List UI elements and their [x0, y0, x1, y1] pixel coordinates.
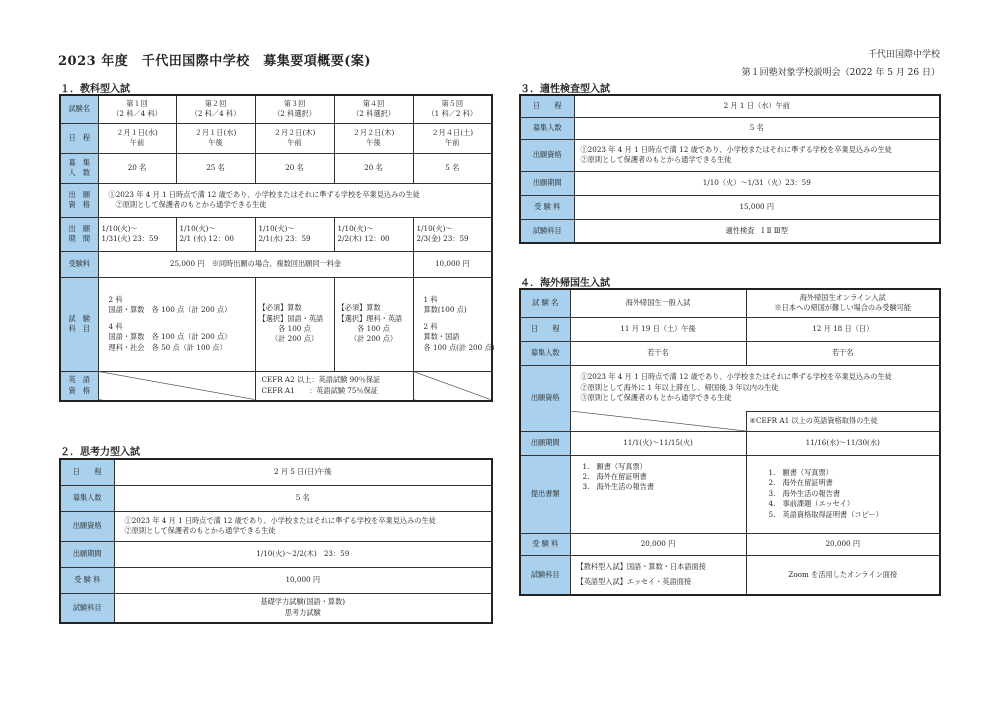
s4-subject-row	[520, 555, 940, 595]
s1-subject-r5: 1 科 算数(100 点) 2 科 算数・国語 各 100 点(計 200 点)	[413, 277, 492, 371]
s1-date-4: ２月２日(木) 午後	[334, 123, 413, 153]
s2-subject-value: 基礎学力試験(国語・算数) 思考力試験	[114, 593, 492, 623]
s1-date-5: ２月４日(土) 午前	[413, 123, 492, 153]
s3-period-row	[520, 171, 940, 195]
s3-period-label: 出願期間	[520, 171, 574, 195]
s2-fee-value: 10,000 円	[114, 567, 492, 593]
s1-qual-label: 出 願 資 格	[60, 183, 98, 217]
s1-round-5: 第５回 （1 科／2 科）	[413, 95, 492, 123]
s1-exam-label: 試験名	[60, 95, 98, 123]
s1-round-2: 第２回 （2 科／4 科）	[176, 95, 255, 123]
s4-col2-fee: 20,000 円	[746, 533, 940, 555]
s1-date-label: 日 程	[60, 123, 98, 153]
s1-date-row	[60, 123, 492, 153]
s1-qual-row	[60, 183, 492, 217]
s1-date-1: ２月１日(水) 午前	[98, 123, 176, 153]
section2-heading: ２．思考力型入試	[60, 447, 140, 458]
s1-fee-row	[60, 251, 492, 277]
s1-round-1: 第１回 （2 科／4 科）	[98, 95, 176, 123]
s3-subject-value: 適性検査 Ⅰ Ⅱ Ⅲ型	[574, 219, 940, 243]
s2-fee-row	[60, 567, 492, 593]
s1-capacity-label: 募 集 人 数	[60, 153, 98, 183]
s4-col1-period: 11/1(火)～11/15(火)	[570, 431, 746, 455]
s3-qual-label: 出願資格	[520, 139, 574, 171]
page-title: 2023 年度 千代田国際中学校 募集要項概要(案)	[58, 54, 372, 69]
s4-col1-subject: 【教科型入試】国語・算数・日本語面接 【英語型入試】エッセイ・英語面接	[570, 555, 746, 595]
s4-subject-label: 試験科目	[520, 555, 570, 595]
section1-table	[59, 94, 493, 402]
s3-capacity-label: 募集人数	[520, 117, 574, 139]
s4-col2-cap: 若干名	[746, 341, 940, 365]
s1-subject-r4: 【必須】算数 【選択】理科・英語 各 100 点 （計 200 点）	[334, 277, 413, 371]
s1-period-2: 1/10(火)～ 2/1 (水) 12：00	[176, 217, 255, 251]
s4-date-label: 日 程	[520, 317, 570, 341]
s3-fee-value: 15,000 円	[574, 195, 940, 219]
s3-subject-row	[520, 219, 940, 243]
s1-period-4: 1/10(火)～ 2/2(木) 12：00	[334, 217, 413, 251]
s1-fee-main: 25,000 円 ※同時出願の場合、複数回出願同一料金	[98, 251, 413, 277]
s4-capacity-label: 募集人数	[520, 341, 570, 365]
s4-col1-date: 11 月 19 日（土）午後	[570, 317, 746, 341]
s3-capacity-value: 5 名	[574, 117, 940, 139]
s2-date-row	[60, 459, 492, 485]
s1-round-3: 第３回 （2 科選択）	[255, 95, 334, 123]
event-info: 第１回塾対象学校説明会（2022 年 5 月 26 日）	[741, 68, 940, 78]
s4-col1-name: 海外帰国生一般入試	[570, 289, 746, 317]
s4-col2-name: 海外帰国生オンライン入試 ※日本への帰国が難しい場合のみ受験可能	[746, 289, 940, 317]
s2-capacity-row	[60, 485, 492, 511]
s4-capacity-row	[520, 341, 940, 365]
school-name: 千代田国際中学校	[867, 50, 940, 60]
s4-exam-row	[520, 289, 940, 317]
s1-english-empty-12	[98, 371, 255, 401]
s4-qual-empty	[570, 411, 746, 431]
s1-subject-r3: 【必須】算数 【選択】国語・英語 各 100 点 （計 200 点）	[255, 277, 334, 371]
s4-col1-docs: 1. 願書（写真票） 2. 海外在留証明書 3. 海外生活の報告書	[570, 455, 746, 533]
s4-period-label: 出願期間	[520, 431, 570, 455]
s2-capacity-label: 募集人数	[60, 485, 114, 511]
s4-docs-row	[520, 455, 940, 533]
s2-period-value: 1/10(火)～2/2(木) 23：59	[114, 541, 492, 567]
s1-english-empty-5	[413, 371, 492, 401]
s1-capacity-3: 20 名	[255, 153, 334, 183]
s1-period-3: 1/10(火)～ 2/1(水) 23：59	[255, 217, 334, 251]
section3-table	[519, 94, 941, 244]
s3-period-value: 1/10（火）～1/31（火）23：59	[574, 171, 940, 195]
s2-fee-label: 受 験 料	[60, 567, 114, 593]
section4-table	[519, 288, 941, 596]
s1-date-3: ２月２日(木) 午前	[255, 123, 334, 153]
section2-table	[59, 458, 493, 624]
s1-subject-r12: 2 科 国語・算数 各 100 点（計 200 点） 4 科 国語・算数 各 100 点（計 200 点） 理科・社会 各 50 点（計 100 点）	[98, 277, 255, 371]
s4-qual-row-b	[520, 411, 940, 431]
s4-col2-date: 12 月 18 日（日）	[746, 317, 940, 341]
s1-period-row	[60, 217, 492, 251]
s1-english-text: CEFR A2 以上：英語試験 90％保証 CEFR A1 ：英語試験 75％保証	[255, 371, 413, 401]
s1-fee-label: 受験料	[60, 251, 98, 277]
s1-capacity-row	[60, 153, 492, 183]
s1-period-5: 1/10(火)～ 2/3(金) 23：59	[413, 217, 492, 251]
s4-qual-common: ①2023 年 4 月 1 日時点で満 12 歳であり、小学校またはそれに準ずる学校を卒業見込みの生徒 ②原則として海外に 1 年以上滞在し、帰国後 3 年以内の生徒 ③原則として保護者のもとから通学できる生徒	[570, 365, 940, 411]
s1-subject-row	[60, 277, 492, 371]
s2-subject-label: 試験科目	[60, 593, 114, 623]
s3-date-row	[520, 95, 940, 117]
s2-qual-value: ①2023 年 4 月 1 日時点で満 12 歳であり、小学校またはそれに準ずる学校を卒業見込みの生徒 ②原則として保護者のもとから通学できる生徒	[114, 511, 492, 541]
s3-subject-label: 試験科目	[520, 219, 574, 243]
s1-english-row	[60, 371, 492, 401]
s4-col2-subject: Zoom を活用したオンライン面接	[746, 555, 940, 595]
s1-qual-text: ①2023 年 4 月 1 日時点で満 12 歳であり、小学校またはそれに準ずる学校を卒業見込みの生徒 ②原則として保護者のもとから通学できる生徒	[98, 183, 492, 217]
s3-fee-label: 受 験 料	[520, 195, 574, 219]
s3-date-label: 日 程	[520, 95, 574, 117]
s3-capacity-row	[520, 117, 940, 139]
s4-date-row	[520, 317, 940, 341]
s4-fee-row	[520, 533, 940, 555]
s1-capacity-5: 5 名	[413, 153, 492, 183]
s1-capacity-4: 20 名	[334, 153, 413, 183]
s1-fee-r5: 10,000 円	[413, 251, 492, 277]
s2-capacity-value: 5 名	[114, 485, 492, 511]
s1-capacity-1: 20 名	[98, 153, 176, 183]
s1-round-4: 第４回 （2 科選択）	[334, 95, 413, 123]
s3-qual-row	[520, 139, 940, 171]
s4-col2-period: 11/16(水)～11/30(水)	[746, 431, 940, 455]
s4-col2-docs: 1. 願書（写真票） 2. 海外在留証明書 3. 海外生活の報告書 4. 事前課題（エッセイ） 5. 英語資格取得証明書（コピー）	[746, 455, 940, 533]
s1-subject-label: 試 験 科 目	[60, 277, 98, 371]
s4-period-row	[520, 431, 940, 455]
s4-qual-online: ④CEFR A1 以上の英語資格取得の生徒	[746, 411, 940, 431]
s3-fee-row	[520, 195, 940, 219]
s1-exam-row	[60, 95, 492, 123]
section1-heading: １．教科型入試	[60, 84, 130, 95]
s2-qual-label: 出願資格	[60, 511, 114, 541]
s1-period-1: 1/10(火)～ 1/31(火) 23：59	[98, 217, 176, 251]
s4-col1-cap: 若干名	[570, 341, 746, 365]
s4-docs-label: 提出書類	[520, 455, 570, 533]
section4-heading: ４．海外帰国生入試	[520, 278, 610, 289]
s4-qual-row-a	[520, 365, 940, 411]
s2-subject-row	[60, 593, 492, 623]
s1-english-label: 英 語 資 格	[60, 371, 98, 401]
s2-period-row	[60, 541, 492, 567]
s1-period-label: 出 願 期 間	[60, 217, 98, 251]
s4-exam-label: 試 験 名	[520, 289, 570, 317]
s1-date-2: ２月１日(水) 午後	[176, 123, 255, 153]
s3-date-value: 2 月 1 日（水）午前	[574, 95, 940, 117]
s4-qual-label: 出願資格	[520, 365, 570, 431]
s4-col1-fee: 20,000 円	[570, 533, 746, 555]
section3-heading: ３．適性検査型入試	[520, 84, 610, 95]
s2-date-value: 2 月 5 日(日)午後	[114, 459, 492, 485]
s4-fee-label: 受 験 料	[520, 533, 570, 555]
s2-date-label: 日 程	[60, 459, 114, 485]
s3-qual-value: ①2023 年 4 月 1 日時点で満 12 歳であり、小学校またはそれに準ずる学校を卒業見込みの生徒 ②原則として保護者のもとから通学できる生徒	[574, 139, 940, 171]
s2-period-label: 出願期間	[60, 541, 114, 567]
s2-qual-row	[60, 511, 492, 541]
s1-capacity-2: 25 名	[176, 153, 255, 183]
